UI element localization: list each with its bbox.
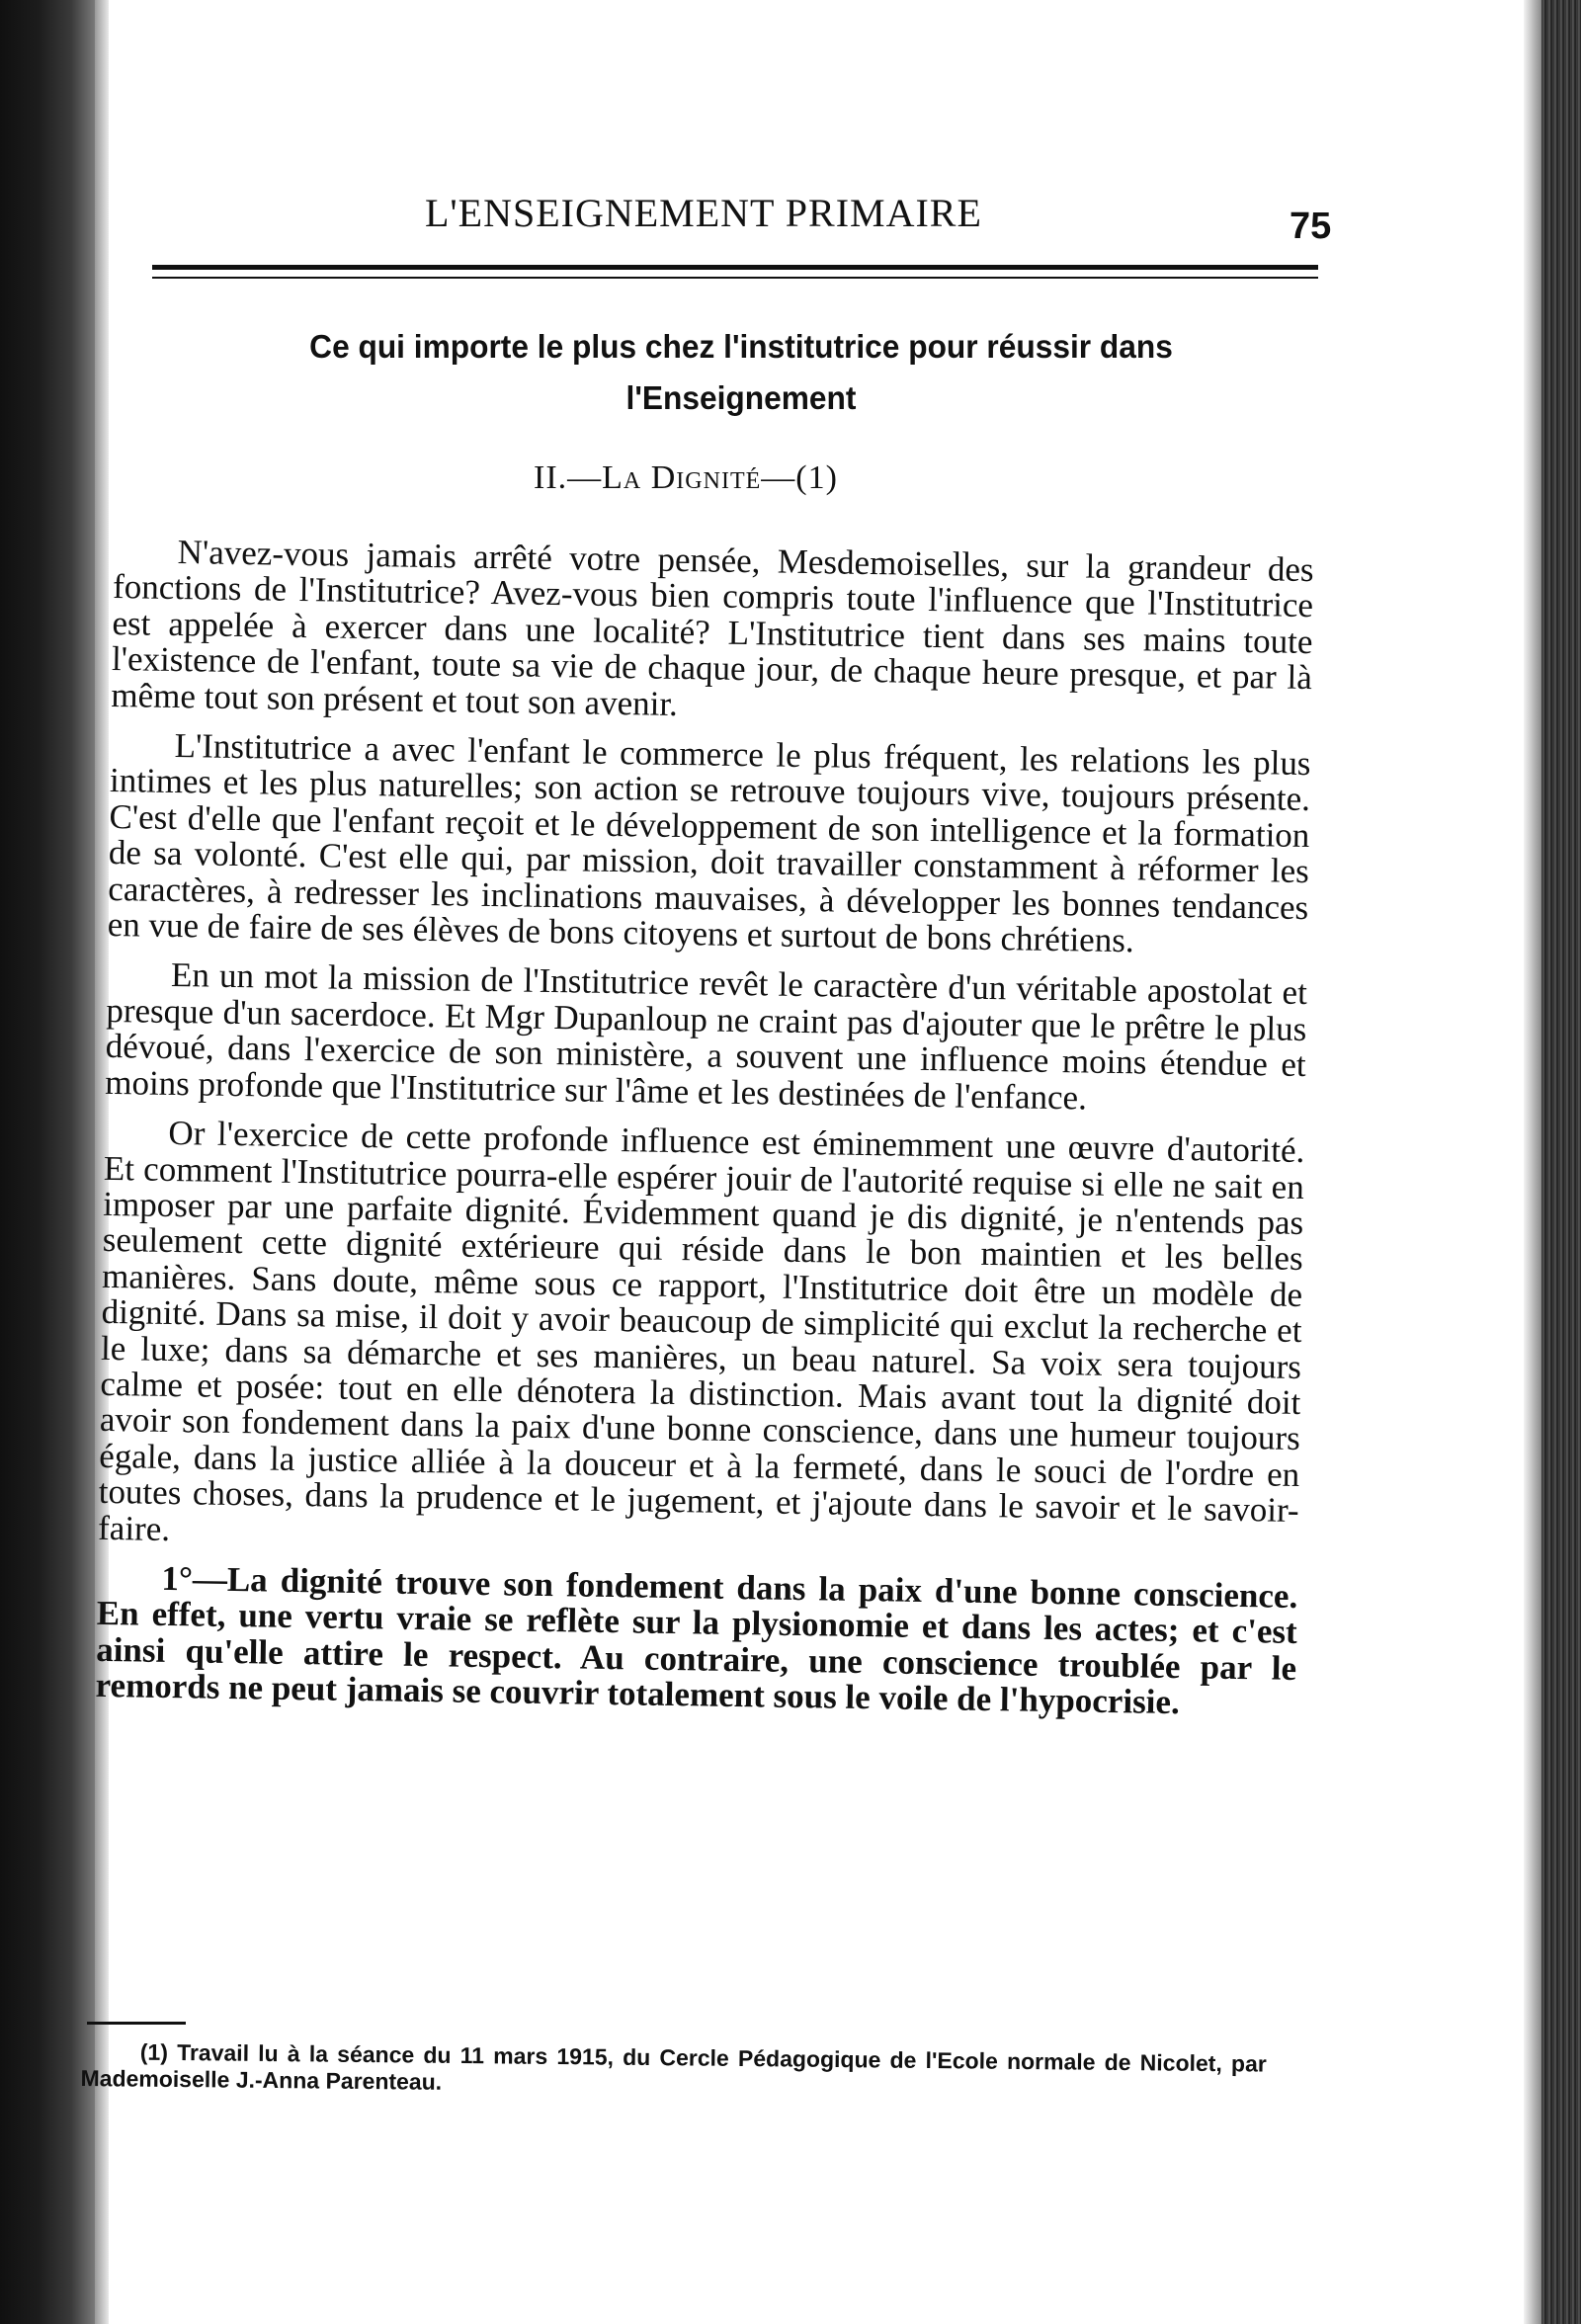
paragraph: Or l'exercice de cette profonde influence est éminemment une œuvre d'autorité. Et comment l'Institutrice pourra-elle espérer jouir de l'autorité requise si elle ne sait en imposer par une parfaite dignité. Évidemment quand je dis dignité, je n'entends pas seulement cette dignité extérieure qui réside dans le bon maintien et les belles manières. Sans doute, même sous ce rapport, l'Institutrice doit être un modèle de dignité. Dans sa mise, il doit y avoir beaucoup de simplicité qui exclut la recherche et le luxe; dans sa démarche et ses manières, un beau naturel. Sa voix sera toujours calme et posée: tout en elle dénotera la distinction. Mais avant tout la dignité doit avoir son fondement dans la paix d'une bonne conscience, dans une humeur toujours égale, dans la justice alliée à la douceur et à la fermeté, dans le souci de l'ordre en toutes choses, dans la prudence et le jugement, et j'ajoute dans le savoir et le savoir-faire. [97,1114,1305,1548]
page-number: 75 [1290,206,1332,247]
footnote: (1) Travail lu à la séance du 11 mars 1915, du Cercle Pédagogique de l'Ecole normale de Nicolet, par Mademoiselle J.-Anna Parenteau. [80,2038,1267,2095]
book-page-edges [1541,0,1581,2324]
paragraph: 1°—La dignité trouve son fondement dans la paix d'une bonne conscience. En effet, une vertu vraie se reflète sur la plysionomie et dans les actes; et c'est ainsi qu'elle attire le respect. Au contraire, une conscience troublée par le remords ne peut jamais se couvrir totalement sous le voile de l'hypocrisie. [95,1558,1298,1722]
header-rule-thick [152,265,1318,270]
footnote-rule [87,2022,186,2025]
book-spine-shadow [0,0,95,2324]
running-head: L'ENSEIGNEMENT PRIMAIRE [425,191,982,235]
section-heading: II.—La Dignité—(1) [534,459,838,496]
article-body [95,534,1314,1737]
book-page [80,0,1541,2324]
paragraph: L'Institutrice a avec l'enfant le commerce le plus fréquent, les relations les plus intimes et les plus naturelles; son action se retrouve toujours vive, toujours présente. C'est d'elle que l'enfant reçoit et le développement de son intelligence et la formation de sa volonté. C'est elle qui, par mission, doit travailler constamment à réformer les caractères, à redresser les inclinations mauvaises, à développer les bonnes tendances en vue de faire de ses élèves de bons citoyens et surtout de bons chrétiens. [107,726,1311,960]
article-title: Ce qui importe le plus chez l'institutrice pour réussir dans l'Enseignement [309,328,1173,416]
paragraph: N'avez-vous jamais arrêté votre pensée, Mesdemoiselles, sur la grandeur des fonctions de l'Institutrice? Avez-vous bien compris toute l'influence que l'Institutrice est appelée à exercer dans une localité? L'Institutrice tient dans ses mains toute l'existence de l'enfant, toute sa vie de chaque jour, de chaque heure presque, et par là même tout son présent et tout son avenir. [111,533,1314,723]
paragraph: En un mot la mission de l'Institutrice revêt le caractère d'un véritable apostolat et presque d'un sacerdoce. Et Mgr Dupanloup ne craint pas d'ajouter que le prêtre le plus dévoué, dans l'exercice de son ministère, a souvent une influence moins étendue et moins profonde que l'Institutrice sur l'âme et les destinées de l'enfance. [104,955,1308,1118]
header-rule-thin [152,277,1318,279]
